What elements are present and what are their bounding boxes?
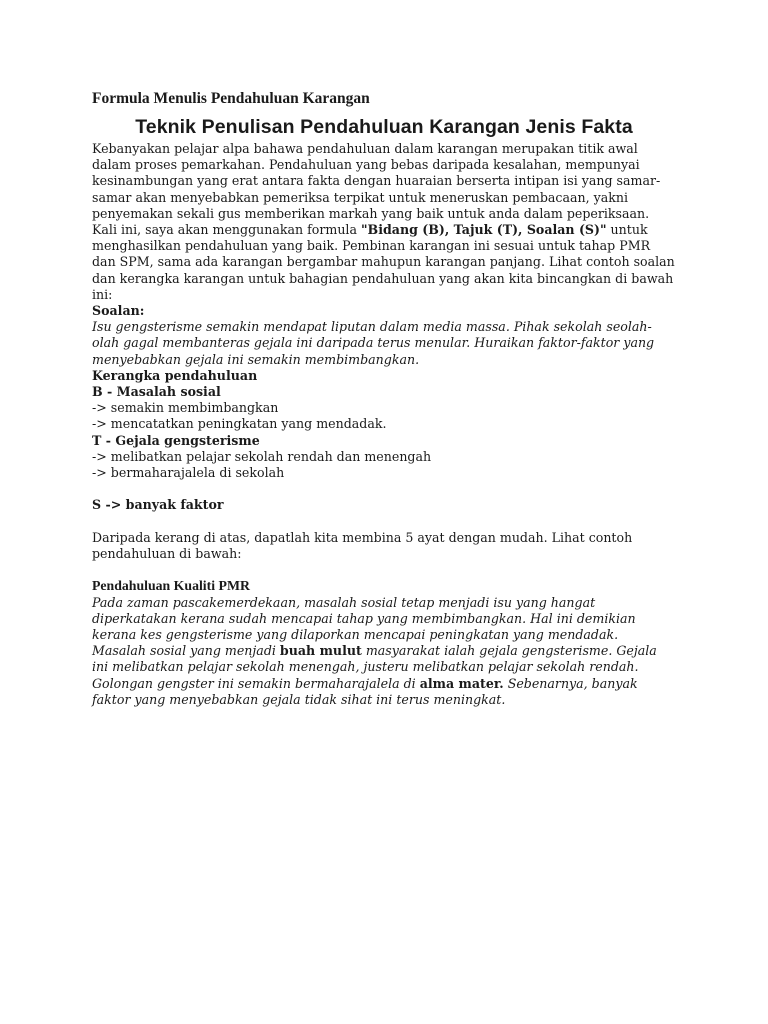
formula-text: "Bidang (B), Tajuk (T), Soalan (S)" <box>360 222 607 238</box>
spacer <box>92 481 676 497</box>
document-title: Formula Menulis Pendahuluan Karangan <box>92 90 370 107</box>
pmr-text-2: masyarakat ialah gejala gengsterisme. Gejala ini melibatkan pelajar sekolah menengah, justeru melibatkan pelajar sekolah rendah. Golongan gengster ini semakin bermaharajalela di <box>92 643 657 691</box>
main-heading: Teknik Penulisan Pendahuluan Karangan Jenis Fakta <box>135 116 633 138</box>
kerangka-t-item: -> bermaharajalela di sekolah <box>92 465 285 481</box>
pmr-text-1: Pada zaman pascakemerdekaan, masalah sosial tetap menjadi isu yang hangat diperkatakan kerana sudah mencapai tahap yang membimbangkan. Hal ini demikian kerana kes gengsterisme yang dilaporkan mencapai peningkatan yang mendadak. Masalah sosial yang menjadi <box>92 594 636 659</box>
pmr-paragraph <box>92 595 676 708</box>
soalan-text: Isu gengsterisme semakin mendapat liputan dalam media massa. Pihak sekolah seolah-olah gagal membanteras gejala ini daripada terus menular. Huraikan faktor-faktor yang menyebabkan gejala ini semakin membimbangkan. <box>92 319 655 367</box>
spacer <box>92 562 676 578</box>
soalan-label: Soalan: <box>92 303 145 319</box>
spacer <box>92 514 676 530</box>
kerangka-title: Kerangka pendahuluan <box>92 367 258 383</box>
pmr-heading: Pendahuluan Kualiti PMR <box>92 578 250 594</box>
pmr-bold-2: alma mater. <box>419 675 504 691</box>
kerangka-b-item: -> mencatatkan peningkatan yang mendadak. <box>92 416 387 432</box>
document-body <box>92 141 676 708</box>
kerangka-t-item: -> melibatkan pelajar sekolah rendah dan menengah <box>92 448 432 464</box>
intro-text-2: untuk menghasilkan pendahuluan yang baik. Pembinan karangan ini sesuai untuk tahap PMR dan SPM, sama ada karangan bergambar mahupun karangan panjang. Lihat contoh soalan dan kerangka karangan untuk bahagian pendahuluan yang akan kita bincangkan di bawah ini: <box>92 222 675 302</box>
intro-text-1: Kebanyakan pelajar alpa bahawa pendahuluan dalam karangan merupakan titik awal dalam proses pemarkahan. Pendahuluan yang bebas daripada kesalahan, mempunyai kesinambungan yang erat antara fakta dengan huaraian berserta intipan isi yang samar-samar akan menyebabkan pemeriksa terpikat untuk meneruskan pembacaan, yakni penyemakan sekali gus memberikan markah yang baik untuk anda dalam peperiksaan. Kali ini, saya akan menggunakan formula <box>92 141 661 238</box>
pmr-text-3: Sebenarnya, banyak faktor yang menyebabkan gejala tidak sihat ini terus meningkat. <box>92 675 638 707</box>
after-kerangka-paragraph: Daripada kerang di atas, dapatlah kita membina 5 ayat dengan mudah. Lihat contoh pendahuluan di bawah: <box>92 529 633 562</box>
kerangka-t-heading: T - Gejala gengsterisme <box>92 432 260 448</box>
kerangka-b-heading: B - Masalah sosial <box>92 384 221 400</box>
intro-paragraph <box>92 141 676 303</box>
kerangka-b-item: -> semakin membimbangkan <box>92 400 279 416</box>
kerangka-s-heading: S -> banyak faktor <box>92 497 224 513</box>
pmr-bold-1: buah mulut <box>279 643 362 659</box>
